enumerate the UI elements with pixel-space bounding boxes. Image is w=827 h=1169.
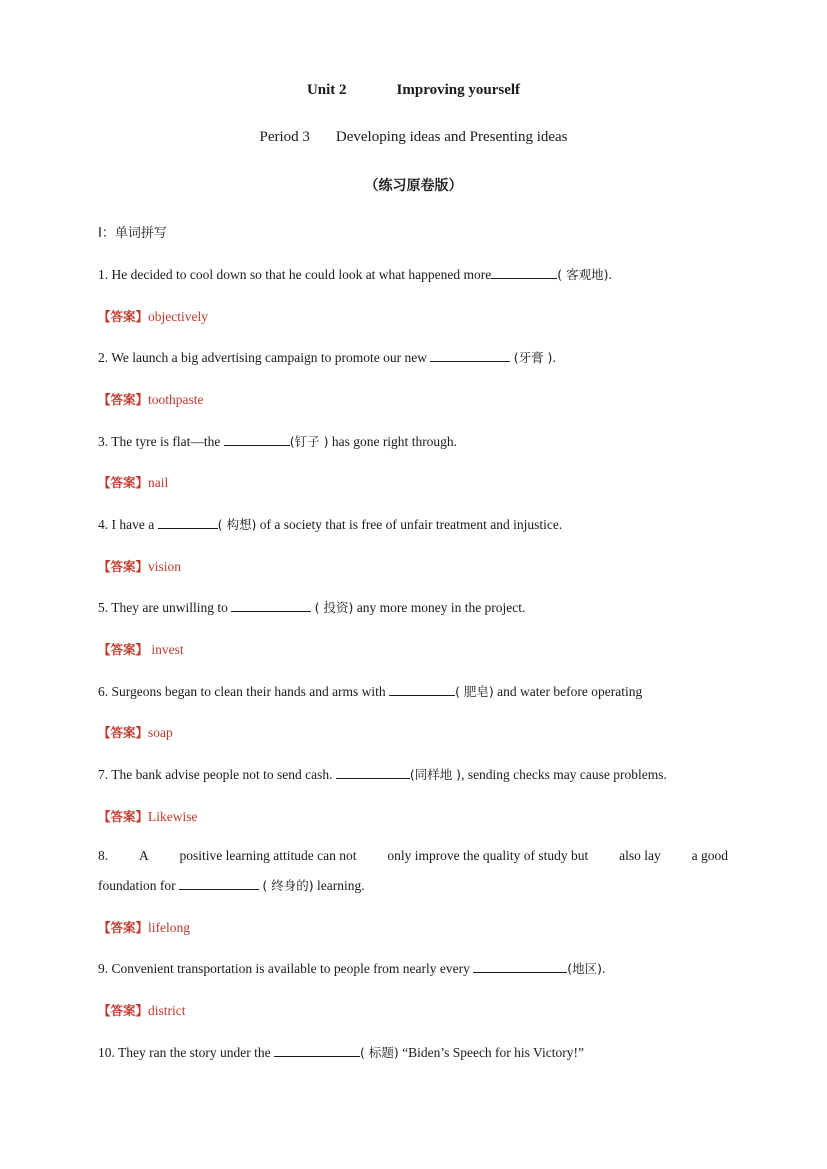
answer-8: 【答案】lifelong [98,920,191,935]
unit-title: Improving yourself [396,82,521,98]
question-1: 1. He decided to cool down so that he could look at what happened more ( 客观地). [98,267,612,282]
answer-blank [491,266,557,279]
answer-3: 【答案】nail [98,475,169,490]
answer-2: 【答案】toothpaste [98,392,204,407]
answer-blank [389,683,455,696]
answer-5: 【答案】 invest [98,642,184,657]
answer-4: 【答案】vision [98,559,182,574]
question-6: 6. Surgeons began to clean their hands and arms with ( 肥皂) and water before operating [98,684,643,699]
unit-label: Unit 2 [306,82,347,98]
answer-blank [231,599,311,612]
period-title: Developing ideas and Presenting ideas [335,129,568,145]
answer-blank [158,516,218,529]
question-7: 7. The bank advise people not to send cash. (同样地 ), sending checks may cause problems. [98,767,667,782]
answer-7: 【答案】Likewise [98,809,198,824]
question-3: 3. The tyre is flat—the (钉子 ) has gone right through. [98,434,458,449]
answer-9: 【答案】district [98,1003,186,1018]
question-8-line-2: foundation for ( 终身的) learning. [98,878,365,893]
edition-label: （练习原卷版） [364,178,463,194]
question-5: 5. They are unwilling to ( 投资) any more money in the project. [98,600,526,615]
question-8-line-1: 8. A positive learning attitude can not only improve the quality of study but also lay a good [98,848,728,863]
answer-blank [336,766,410,779]
question-10: 10. They ran the story under the ( 标题) “Biden’s Speech for his Victory!” [98,1045,584,1060]
period-title-line [0,129,827,146]
period-label: Period 3 [259,129,310,145]
question-2: 2. We launch a big advertising campaign to promote our new (牙膏 ). [98,350,556,365]
question-4: 4. I have a ( 构想) of a society that is free of unfair treatment and injustice. [98,517,563,532]
answer-6: 【答案】soap [98,725,173,740]
section-heading: I：单词拼写 [98,226,167,241]
answer-blank [179,877,259,890]
answer-1: 【答案】objectively [98,309,208,324]
answer-blank [224,433,290,446]
answer-blank [274,1044,360,1057]
unit-title-line [0,82,827,99]
answer-blank [473,960,567,973]
answer-blank [430,349,510,362]
question-9: 9. Convenient transportation is available to people from nearly every (地区). [98,961,606,976]
